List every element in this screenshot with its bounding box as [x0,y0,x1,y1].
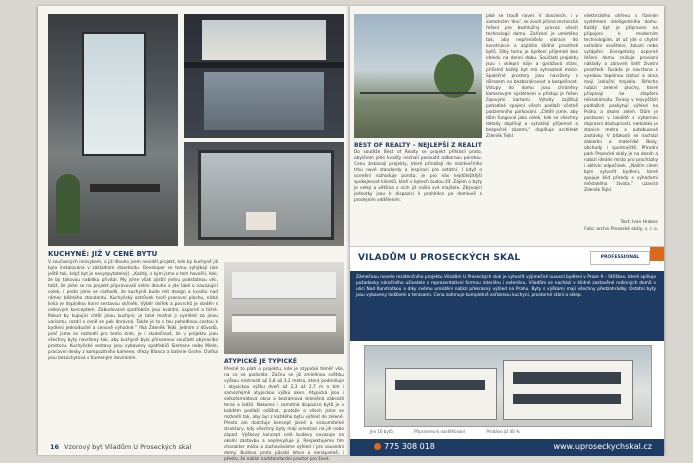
stat-units: Jen 16 bytů [370,429,393,434]
ad-intro-band [350,271,664,341]
ad-stats [370,429,650,436]
windows-row-shape [395,380,485,390]
cabinet-shape [232,272,336,299]
stat-ready: Připraveno k nastěhování [414,429,466,434]
table-shape [90,184,160,192]
ad-intro-text: Zámečnou novele rezidenčního projektu Viladům U Proseckých skal je vytvořit výjimečné luxusní bydlení v Praze 9 – Střížkov, které splňuje požadavky náročného uživatele s reprezentativní formou interiéru i exteriéru. Viladům se nachází v klidné zastavěné rodinných domů v ulici Nad Kundratkou a díky svému umístění nabízí překrásný výhled na Prahu. Byty s výškami mají všechny předzahrádky. Ostatní byty jsou vybaveny lodžiemi a terasami. Cena zahrnuje kompletně zařízenou kuchyni, prostorné stání a sklep. [356,275,656,298]
balcony-photo [354,14,482,138]
counter-shape [232,314,336,332]
rail-shape [360,92,476,94]
terrace-photo [184,142,344,246]
advertisement [350,246,664,456]
windows-row-shape [513,394,621,404]
kitchen-photo [224,262,344,354]
photo-credit: Foto: archiv Prosecké skály, s. r. o. [584,227,658,232]
building-block-right [503,360,633,420]
interior-photo [48,14,178,246]
phone-number: 775 308 018 [384,442,435,451]
body-text-col2: elektrického ohřevu s řízením systémem inteligentního domu. Každý byt je připraven na připojení k moderním technologiím, ať už jde o chytré ovládání osvětlení, žaluzií nebo vytápění. Energeticky úsporné řešení domu snižuje provozní náklady a zároveň šetří životní prostředí. Fasáda je navržena s vysokou tepelnou izolací a okna mají izolační trojskla. Střecha nabízí zelené plochy, které přispívají ke zlepšení mikroklimatu. Terasy v nejvyšších podlažích poskytují výhled na Prahu a okolní zeleň. Dům je postaven v lokalitě s výbornou dopravní dostupností, nedaleko je stanice metra a autobusové zastávky. V blízkosti se nachází základní a mateřské školy, obchody i sportoviště. Přírodní park Prosecké skály je na dosah a nabízí ideální místo pro procházky i aktivní odpočinek. „Naším cílem bylo vytvořit bydlení, které spojuje klid přírody s výhodami městského života,“ uzavírá Zdeněk Tejkl. [584,14,658,193]
professional-badge: PROFESSIONAL [590,251,650,265]
left-page [38,6,350,462]
sky-shape [202,20,326,60]
section-body-atypical: Přesně to platí o projektu, kde je atypické téměř vše, na co se podíváte. Začnu se již zmíněnou světlou výškou místností až 2,8 až 3,2 metru, která podmiňuje i atypickou výšku dveří až 2,3 až 2,7 m a tím i samozřejmě atypickou výšku oken. Atypická jsou i velkoformátová okna a bezrámová skleněná zábradlí teras a lodžií. Nakonec i samotná dispozice bytů je v každém podlaží odlišná, protože o všech jsme se rozhodli tak, aby byl z každého bytu výhled do zeleně. Přesto ale dodržuje koncept jasné a srozumitelné struktury, kdy všechny byty mají orientaci na jih nebo západ. Výškový koncept celé budovy navazuje na okolní zástavbu a nepřevyšuje ji. Respektujeme tím charakter místa a zachováváme výhled i pro sousední domy. Budova proto působí lehce a nenápadně, i přesto, že nabízí nadstandardní prostor pro život. [224,367,344,462]
right-page [350,6,664,455]
section-heading-atypical: ATYPICKÉ JE TYPICKÉ [224,358,298,365]
window-shape [82,32,146,156]
glass-facade-shape [204,72,324,130]
badge-corner-icon [650,247,664,261]
running-title: Vzorový byt Viladům U Proseckých skal [64,443,192,451]
section-body-best-of-realty: Do soutěže Best of Realty se projekt přihlásil proto, abychom jeho kvality nechali posoudit odbornou porotou. Cenu získávají projekty, které přinášejí do rezidenčního trhu nové standardy a inspiraci pro ostatní. I když o ocenění rozhoduje porota, je pro nás nejdůležitější spokojenost klientů, kteří v bytech budou žít. Zájem o byty je velký a většina z nich již našla své majitele. Zbývající jednotky jsou k dispozici k prohlídce po domluvě s prodejním oddělením. [354,150,482,203]
ad-phone[interactable] [374,442,435,451]
exterior-photo [184,14,344,138]
ad-contact-bar [350,439,664,456]
phone-icon [374,443,381,450]
section-heading-best-of-realty: BEST OF REALTY – NEJLEPŠÍ Z REALIT [354,142,482,149]
building-block-left [385,368,497,420]
ad-website-link[interactable]: www.uproseckychskal.cz [553,442,652,451]
stat-sold: Prodáno již 40 % [486,429,520,434]
chair-shape [246,212,276,230]
windows-row-shape [513,372,621,384]
plant-shape [56,174,80,234]
author-text: Text: Ivan Hrabec [620,220,658,225]
page-number: 16 [50,443,60,451]
page-footer [50,443,191,451]
building-render [364,345,652,427]
section-heading-kitchen: KUCHYNĚ: JIŽ V CENĚ BYTU [48,250,158,258]
slab-shape [184,62,344,68]
section-body-kitchen: V současných nezvykem, a již dlouho jsem neviděl projekt, kde by kuchyně již byla instalována v základním standardu. Developer se tomu vyhýbají (ale ještě tak, když byt je nevyzpytatelný). „Každý, s kým jsme o tom hovořili, řekl, že by takovou nabídku přivítal. My jsme však zjistili jednu podstatnou věc, totiž, že jsme se na projekt připravovali velmi dlouho a jde také o navazující celek, i proto jsme se rozhodli, že kuchyně bude mít design a kvalitu nad rámec běžného standardu. Kuchyňský ostrůvek tvoří pracovní plochu, nízká linka je doplněna horní sestavou skříněk. Výběr dvířek a povrchů je sladěn s celkovým konceptem. Zabudované spotřebiče jsou kvalitní, úsporné a tiché. Pokud by kupující chtěl jinou kuchyni, je také možné ji vyměnit za jinou variantu, rozdíl v ceně se pak dorovná. Takže je to s tou pohodlnou cestou k bydlení jednoduché a cenově výhodné.“ říká Zdeněk Tejkl. Jedním z důvodů, proč jsme se rozhodli pro tento krok, je i skutečnost, že v projektu jsou všechny byty navrženy tak, aby kuchyně byla přirozenou součástí obývacího prostoru. Kuchyňské sestavy jsou vybaveny spotřebiči Siemens nebo Miele, pracovní desky z kompozitního kamene, dřezy Blanco a baterie Grohe. Dvířka jsou bezúchytová s tlumeným dovíráním. [48,260,218,361]
body-text-col1-top: jaké se troufl novel. V dosolvich, i v samotném 'dne', se zvolil přísná technická řešení pro bezhlučný provoz všech technologií domu. Zařízení je umístěno tak, aby nepřenášelo vibrace do konstrukce a zajistilo klidné prostředí bytů. Díky tomu je bydlení příjemné bez ohledu na denní dobu. Součástí projektu jsou i sklepní kóje a garážová stání, přičemž každý byt má vyhrazené místo. Společné prostory jsou navrženy s důrazem na bezbariérovost a bezpečnost. Vstupy do domu jsou chráněny kamerovým systémem a přístup je řešen čipovými kartami. Výtahy zajišťují pohodlné spojení všech podlaží včetně podzemního parkování. „Chtěli jsme, aby dům fungoval jako celek, kde se všechny detaily doplňují a vytvářejí příjemné a bezpečné zázemí,“ doplňuje architekt Zdeněk Tejkl. [486,14,578,139]
ad-title: VILADŮM U PROSECKÝCH SKAL [358,253,521,263]
